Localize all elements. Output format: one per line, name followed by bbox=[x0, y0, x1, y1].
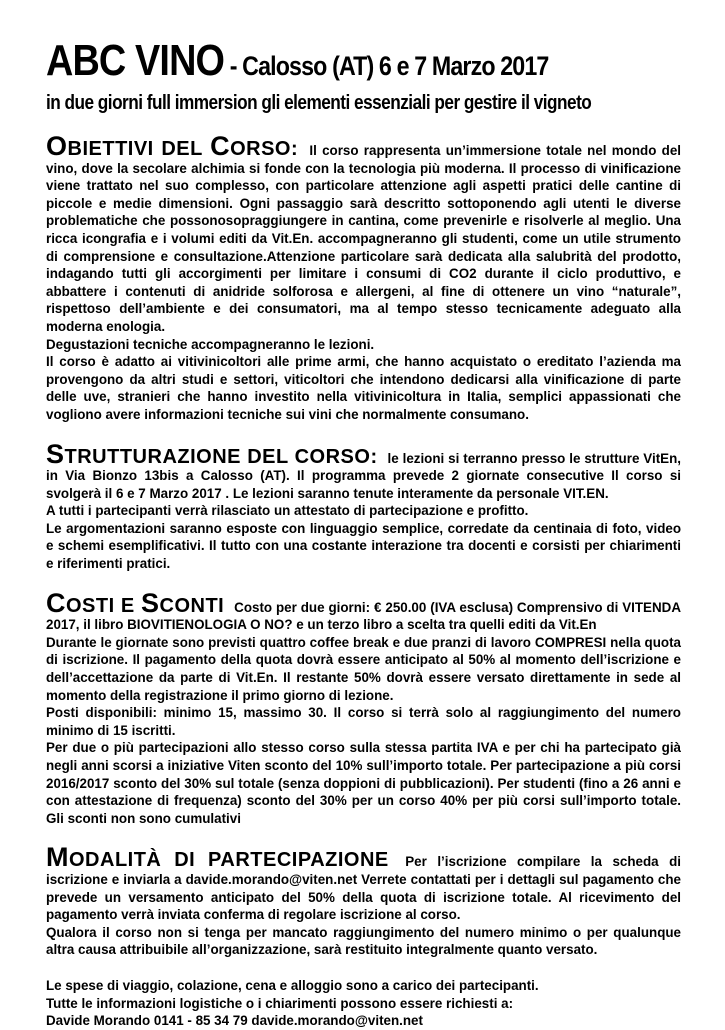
page-subtitle: in due giorni full immersion gli elementi essenziali per gestire il vigneto bbox=[46, 92, 592, 114]
strutturazione-attestato: A tutti i partecipanti verrà rilasciato un attestato di partecipazione e profitto. bbox=[46, 503, 529, 519]
page-title bbox=[46, 38, 592, 94]
section-obiettivi bbox=[46, 131, 681, 424]
obiettivi-degustazioni: Degustazioni tecniche accompagneranno le lezioni. bbox=[46, 336, 375, 352]
costi-heading: COSTI E SCONTI bbox=[46, 587, 225, 618]
title-main: ABC VINO bbox=[46, 36, 225, 85]
title-location-date: - Calosso (AT) 6 e 7 Marzo 2017 bbox=[224, 51, 549, 81]
strutturazione-heading: STRUTTURAZIONE DEL CORSO: bbox=[46, 438, 378, 469]
modalita-text: Per l’iscrizione compilare la scheda di iscrizione e inviarla a davide.morando@viten.net Verrete contattati per i dettagli sul pagamento che prevede un versamento anticipato del 50% della quota di iscrizione totale. Al ricevimento del pagamento verrà inviata conferma di regolare iscrizione al corso. bbox=[46, 854, 681, 923]
footer bbox=[46, 977, 681, 1030]
section-costi bbox=[46, 587, 681, 828]
strutturazione-text: le lezioni si terranno presso le strutture VitEn, in Via Bionzo 13bis a Calosso (AT). Il programma prevede 2 giornate consecutive Il corso si svolgerà il 6 e 7 Marzo 2017 . Le lezioni saranno tenute interamente da personale VIT.EN. bbox=[46, 450, 681, 501]
obiettivi-paragraph bbox=[46, 131, 681, 424]
obiettivi-heading: OBIETTIVI DEL CORSO: bbox=[46, 131, 299, 161]
obiettivi-target: Il corso è adatto ai vitivinicoltori alle prime armi, che hanno acquistato o ereditato l’azienda ma provengono da altri studi e settori, viticoltori che intendono dedicarsi alla vinificazione di parte delle uve, stranieri che hanno investito nella vitivinicoltura in Italia, semplici appassionati che vogliono avere informazioni tecniche sui vini che normalmente consumano. bbox=[46, 354, 681, 422]
costi-sconti: Per due o più partecipazioni allo stesso corso sulla stessa partita IVA e per chi ha partecipato già negli anni scorsi a iniziative Viten sconto del 10% sull’importo totale. Per partecipazione a più corsi 2016/2017 sconto del 30% sul totale (senza doppioni di pubblicazioni). Per studenti (fino a 26 anni e con attestazione di frequenza) sconto del 30% per un corso 40% per più corsi sull’importo totale. Gli sconti non sono cumulativi bbox=[46, 740, 681, 826]
section-modalita bbox=[46, 842, 681, 959]
costi-posti: Posti disponibili: minimo 15, massimo 30. Il corso si terrà solo al raggiungimento del numero minimo di 15 iscritti. bbox=[46, 705, 681, 738]
costi-paragraph bbox=[46, 587, 681, 828]
footer-info: Tutte le informazioni logistiche o i chiarimenti possono essere richiesti a: bbox=[46, 995, 514, 1011]
obiettivi-text: Il corso rappresenta un’immersione totale nel mondo del vino, dove la secolare alchimia si fonde con la tecnologia più moderna. Il processo di vinificazione viene trattato nel suo complesso, con particolare attenzione agli aspetti pratici delle cantine di piccole e medie dimensioni. Ogni passaggio sarà descritto sottoponendo agli utenti le diverse problematiche che possonosopraggiungere in cantina, come prevenirle e risolverle al meglio. Una ricca icongrafia e i volumi editi da Vit.En. accompagneranno gli studenti, come un utile strumento di comprensione e consultazione.Attenzione particolare sarà dedicata alla salubrità del prodotto, indagando tutti gli accorgimenti per limitare i consumi di CO2 durante il ciclo produttivo, e abbattere i contenuti di anidride solforosa e allergeni, al fine di ottenere un vino “naturale”, rispettoso dell’ambiente e dei consumatori, ma al tempo stesso tecnicamente adeguato alla moderna enologia. bbox=[46, 143, 681, 334]
footer-spese: Le spese di viaggio, colazione, cena e alloggio sono a carico dei partecipanti. bbox=[46, 977, 539, 993]
modalita-rimborso: Qualora il corso non si tenga per mancato raggiungimento del numero minimo o per qualunque altra causa attribuibile all’organizzazione, sarà restituito integralmente quanto versato. bbox=[46, 924, 681, 958]
strutturazione-paragraph bbox=[46, 438, 681, 573]
section-strutturazione bbox=[46, 438, 681, 573]
modalita-paragraph bbox=[46, 842, 681, 959]
costi-payment: Durante le giornate sono previsti quattro coffee break e due pranzi di lavoro COMPRESI nella quota di iscrizione. Il pagamento della quota dovrà essere anticipato al 50% al momento dell’iscrizione e dell’accettazione da parte di Vit.En. Il restante 50% dovrà essere versato direttamente in sede al momento della registrazione il primo giorno di lezione. bbox=[46, 634, 681, 703]
costi-price-text: Costo per due giorni: € 250.00 (IVA esclusa) Comprensivo di VITENDA 2017, il libro BIOVITIENOLOGIA O NO? e un terzo libro a scelta tra quelli editi da Vit.En bbox=[46, 599, 681, 633]
footer-paragraph bbox=[46, 977, 681, 1030]
strutturazione-argomentazioni: Le argomentazioni saranno esposte con linguaggio semplice, corredate da centinaia di foto, video e schemi esemplificativi. Il tutto con una costante interazione tra docenti e corsisti per chiarimenti e riferimenti pratici. bbox=[46, 520, 681, 572]
modalita-heading: MODALITÀ DI PARTECIPAZIONE bbox=[46, 842, 389, 873]
footer-contact: Davide Morando 0141 - 85 34 79 davide.morando@viten.net bbox=[46, 1013, 423, 1029]
